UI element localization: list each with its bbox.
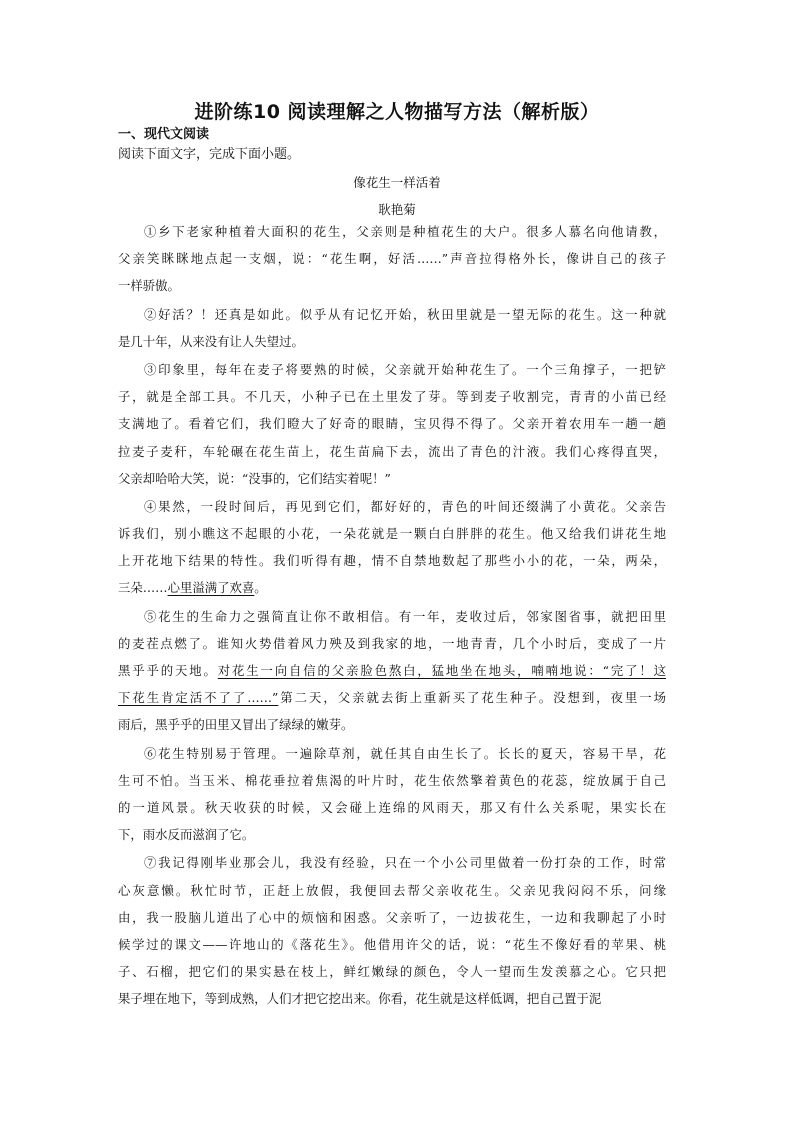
paragraph-line: 是几十年，从来没有让人失望过。 <box>118 333 304 349</box>
section-heading: 一、现代文阅读 <box>118 127 210 142</box>
paragraph-line: 子、石榴，把它们的果实悬在枝上，鲜红嫩绿的颜色，令人一望而生发羡慕之心。它只把 <box>118 964 666 980</box>
paragraph-line: 诉我们，别小瞧这不起眼的小花，一朵花就是一颗白白胖胖的花生。他又给我们讲花生地 <box>118 526 666 542</box>
paragraph-line: ③印象里，每年在麦子将要熟的时候，父亲就开始种花生了。一个三角撑子，一把铲 <box>144 361 666 377</box>
paragraph-line: 三朵……心里溢满了欢喜。 <box>118 580 267 596</box>
paragraph-line: 雨后，黑乎乎的田里又冒出了绿绿的嫩芽。 <box>118 717 354 733</box>
paragraph-line: 拉麦子麦秆，车轮碾在花生苗上，花生苗扁下去，流出了青色的汁液。我们心疼得直哭， <box>118 443 666 459</box>
paragraph-line: 候学过的课文——许地山的《落花生》。他借用许父的话，说：“花生不像好看的苹果、桃 <box>118 936 666 952</box>
story-paragraph <box>118 356 666 492</box>
paragraph-line: 子，就是全部工具。不几天，小种子已在土里发了芽。等到麦子收割完，青青的小苗已经 <box>118 389 666 405</box>
instruction-text: 阅读下面文字，完成下面小题。 <box>118 147 301 162</box>
underlined-phrase: 对花生一向自信的父亲脸色熬白，猛地坐在地头，喃喃地说：“完了！这 <box>217 663 666 678</box>
paragraph-line: ⑥花生特别易于管理。一遍除草剂，就任其自由生长了。长长的夏天，容易干旱，花 <box>144 745 666 761</box>
paragraph-line: 一样骄傲。 <box>118 278 180 294</box>
story-paragraph <box>118 493 666 602</box>
underlined-phrase: 心里溢满了欢喜 <box>167 580 255 596</box>
paragraph-line: 上开花地下结果的特性。我们听得有趣，情不自禁地数起了那些小小的花，一朵，两朵， <box>118 553 666 569</box>
story-paragraph <box>118 603 666 739</box>
story-paragraph <box>118 740 666 849</box>
paragraph-line: 父亲笑眯眯地点起一支烟，说：“花生啊，好活……”声音拉得格外长，像讲自己的孩子 <box>118 251 666 267</box>
story-body <box>118 218 666 1013</box>
story-paragraph <box>118 218 666 300</box>
paragraph-line: ⑤花生的生命力之强简直让你不敢相信。有一年，麦收过后，邻家图省事，就把田里 <box>144 608 666 624</box>
paragraph-line: 的一道风景。秋天收获的时候，又会碰上连绵的风雨天，那又有什么关系呢，果实长在 <box>118 799 666 815</box>
paragraph-line: 的麦茬点燃了。谁知火势借着风力殃及到我家的地，一地青青，几个小时后，变成了一片 <box>118 635 666 651</box>
underlined-phrase: 下花生肯定活不了了……” <box>118 690 279 706</box>
paragraph-line: ①乡下老家种植着大面积的花生，父亲则是种植花生的大户。很多人慕名向他请教， <box>144 224 666 239</box>
paragraph-line: ②好活？！还真是如此。似乎从有记忆开始，秋田里就是一望无际的花生。这一种就 <box>144 306 666 322</box>
paragraph-line: 由，我一股脑儿道出了心中的烦恼和困惑。父亲听了，一边拔花生，一边和我聊起了小时 <box>118 909 666 925</box>
paragraph-line: 下，雨水反而滋润了它。 <box>118 827 255 843</box>
page-title: 进阶练10 阅读理解之人物描写方法（解析版） <box>194 101 600 123</box>
paragraph-line: 生可不怕。当玉米、棉花垂拉着焦渴的叶片时，花生依然擎着黄色的花蕊，绽放属于自己 <box>118 772 666 788</box>
story-paragraph <box>118 301 666 355</box>
paragraph-line: 支满地了。看着它们，我们瞪大了好奇的眼睛，宝贝得不得了。父亲开着农用车一趟一趟 <box>118 416 666 432</box>
story-author: 耿艳菊 <box>378 202 416 217</box>
paragraph-line: 果子埋在地下，等到成熟，人们才把它挖出来。你看，花生就是这样低调，把自己置于泥 <box>118 991 602 1007</box>
paragraph-line: ④果然，一段时间后，再见到它们，都好好的，青色的叶间还缀满了小黄花。父亲告 <box>144 498 666 514</box>
paragraph-line: 下花生肯定活不了了……”第二天，父亲就去街上重新买了花生种子。没想到，夜里一场 <box>118 690 666 706</box>
paragraph-line: 心灰意懒。秋忙时节，正赶上放假，我便回去帮父亲收花生。父亲见我闷闷不乐，问缘 <box>118 882 666 898</box>
paragraph-line: 父亲却哈哈大笑，说：“没事的，它们结实着呢！” <box>118 470 391 486</box>
story-paragraph <box>118 849 666 1012</box>
story-title: 像花生一样活着 <box>353 175 441 190</box>
paragraph-line: ⑦我记得刚毕业那会儿，我没有经验，只在一个小公司里做着一份打杂的工作，时常 <box>144 855 666 871</box>
paragraph-line: 黑乎乎的天地。对花生一向自信的父亲脸色熬白，猛地坐在地头，喃喃地说：“完了！这 <box>118 663 666 678</box>
